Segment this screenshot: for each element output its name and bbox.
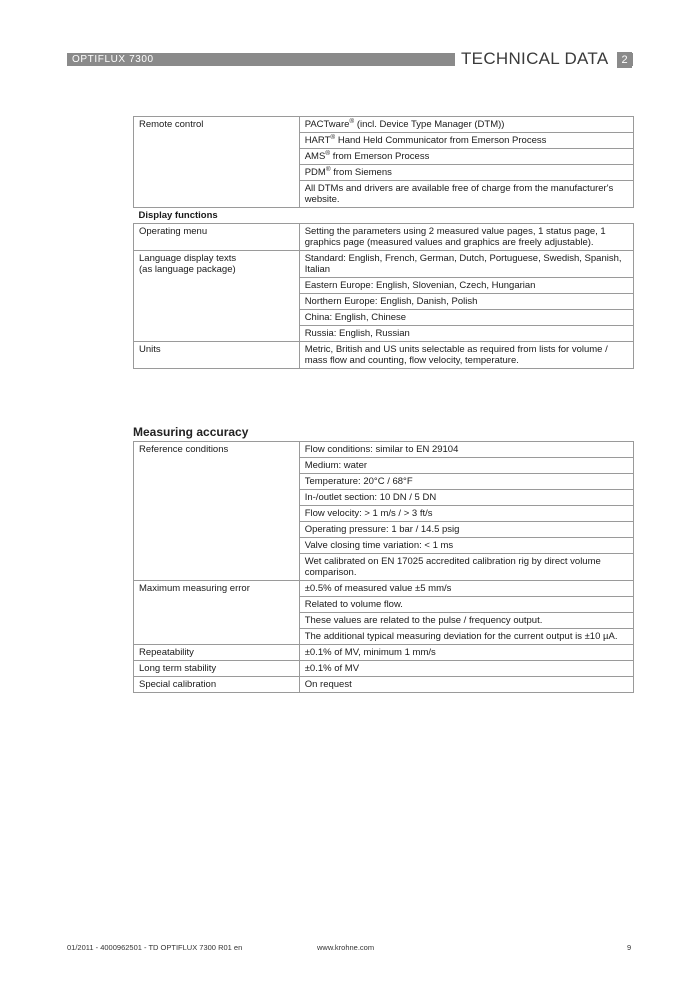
table-row <box>134 224 634 251</box>
row-value: HART® Hand Held Communicator from Emerson Process <box>299 133 633 149</box>
operation-spec-table <box>133 116 634 369</box>
row-value: ±0.1% of MV, minimum 1 mm/s <box>299 645 633 661</box>
row-value: Russia: English, Russian <box>299 326 633 342</box>
table-row <box>134 581 634 597</box>
row-label: Reference conditions <box>134 442 300 581</box>
row-value: AMS® from Emerson Process <box>299 149 633 165</box>
footer-website-link[interactable]: www.krohne.com <box>317 943 375 952</box>
row-value: Standard: English, French, German, Dutch, Portuguese, Swedish, Spanish, Italian <box>299 251 633 278</box>
row-value: On request <box>299 677 633 693</box>
table-row <box>134 342 634 369</box>
header-section-title: TECHNICAL DATA <box>461 49 609 68</box>
table-row <box>134 645 634 661</box>
row-label: Units <box>134 342 300 369</box>
row-value: Metric, British and US units selectable as required from lists for volume / mass flow and counting, flow velocity, temperature. <box>299 342 633 369</box>
row-value: Northern Europe: English, Danish, Polish <box>299 294 633 310</box>
row-value: All DTMs and drivers are available free of charge from the manufacturer's website. <box>299 181 633 208</box>
table-row <box>134 661 634 677</box>
table-row <box>134 251 634 278</box>
row-value: PACTware® (incl. Device Type Manager (DTM)) <box>299 117 633 133</box>
row-value: Flow conditions: similar to EN 29104 <box>299 442 633 458</box>
row-label: Remote control <box>134 117 300 208</box>
row-value: Wet calibrated on EN 17025 accredited calibration rig by direct volume comparison. <box>299 554 633 581</box>
row-value: Flow velocity: > 1 m/s / > 3 ft/s <box>299 506 633 522</box>
row-value: ±0.5% of measured value ±5 mm/s <box>299 581 633 597</box>
row-label: Language display texts (as language package) <box>134 251 300 342</box>
row-value: Operating pressure: 1 bar / 14.5 psig <box>299 522 633 538</box>
row-value: In-/outlet section: 10 DN / 5 DN <box>299 490 633 506</box>
row-label: Maximum measuring error <box>134 581 300 645</box>
row-value: Valve closing time variation: < 1 ms <box>299 538 633 554</box>
row-label: Special calibration <box>134 677 300 693</box>
header-product-name: OPTIFLUX 7300 <box>72 54 154 65</box>
row-value: Setting the parameters using 2 measured value pages, 1 status page, 1 graphics page (measured values and graphics are freely adjustable). <box>299 224 633 251</box>
row-label: Repeatability <box>134 645 300 661</box>
row-label: Long term stability <box>134 661 300 677</box>
row-label: Operating menu <box>134 224 300 251</box>
row-value: China: English, Chinese <box>299 310 633 326</box>
row-value: These values are related to the pulse / frequency output. <box>299 613 633 629</box>
row-value: The additional typical measuring deviation for the current output is ±10 µA. <box>299 629 633 645</box>
table-row <box>134 442 634 458</box>
table-row <box>134 117 634 133</box>
chapter-number-badge: 2 <box>617 52 632 68</box>
section-heading-measuring-accuracy: Measuring accuracy <box>133 425 249 439</box>
row-value: Eastern Europe: English, Slovenian, Czech, Hungarian <box>299 278 633 294</box>
row-value: Medium: water <box>299 458 633 474</box>
section-heading-display-functions: Display functions <box>134 208 634 224</box>
measuring-accuracy-table <box>133 441 634 693</box>
row-value: ±0.1% of MV <box>299 661 633 677</box>
table-row <box>134 677 634 693</box>
row-value: PDM® from Siemens <box>299 165 633 181</box>
row-value: Related to volume flow. <box>299 597 633 613</box>
footer-document-reference: 01/2011 - 4000962501 - TD OPTIFLUX 7300 R01 en <box>67 943 243 952</box>
row-value: Temperature: 20°C / 68°F <box>299 474 633 490</box>
section-header-row <box>134 208 634 224</box>
footer-page-number: 9 <box>627 943 632 952</box>
